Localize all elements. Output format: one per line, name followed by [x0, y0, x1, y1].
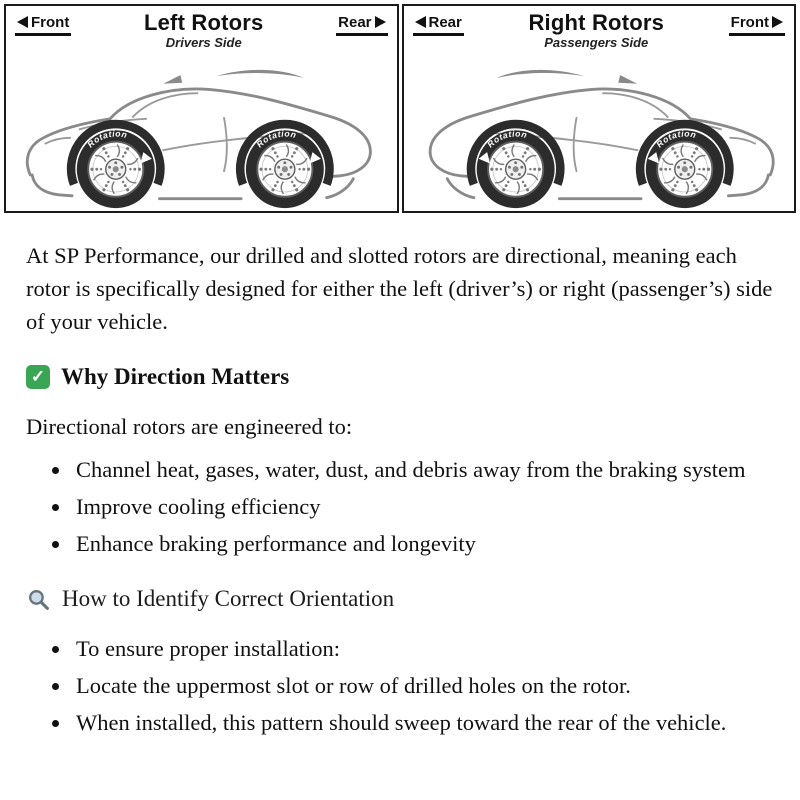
section-heading-identify-orientation — [26, 582, 774, 616]
list-item: • Improve cooling efficiency — [72, 490, 774, 523]
arrow-left-icon — [415, 16, 426, 28]
orientation-list — [26, 632, 774, 739]
rear-direction-label — [413, 13, 464, 36]
list-item: • Channel heat, gases, water, dust, and debris away from the braking system — [72, 453, 774, 486]
panel-title: Left Rotors — [143, 10, 264, 35]
arrow-right-icon — [772, 16, 783, 28]
intro-paragraph: At SP Performance, our drilled and slotted rotors are directional, meaning each rotor is specifically designed for either the left (driver’s) or right (passenger’s) side of your vehicle. — [26, 243, 773, 335]
rotor-direction-diagram — [4, 4, 796, 213]
panel-right-rotors — [402, 4, 797, 213]
panel-left-titles — [144, 10, 264, 50]
list-item: • Locate the uppermost slot or row of drilled holes on the rotor. — [72, 669, 774, 702]
rotation-label: Rotation — [85, 128, 129, 150]
panel-right-titles — [528, 10, 664, 50]
rear-direction-label — [336, 13, 387, 36]
direction-text: Rear — [338, 13, 372, 31]
benefits-list — [26, 453, 774, 560]
panel-right-header — [404, 6, 795, 59]
section-title-text: Why Direction Matters — [61, 364, 290, 390]
list-item: • To ensure proper installation: — [72, 632, 774, 665]
rotation-label: Rotation — [653, 128, 698, 150]
panel-title: Right Rotors — [528, 10, 665, 35]
panel-subtitle: Passengers Side — [544, 35, 649, 50]
list-item: • When installed, this pattern should sweep toward the rear of the vehicle. — [72, 706, 774, 739]
magnifier-icon — [26, 587, 51, 612]
rotation-label: Rotation — [254, 128, 298, 150]
article — [0, 221, 800, 777]
panel-left-rotors — [4, 4, 399, 213]
section-title-text: How to Identify Correct Orientation — [62, 586, 395, 612]
front-direction-label — [15, 13, 71, 36]
panel-subtitle: Drivers Side — [165, 35, 242, 50]
arrow-left-icon — [17, 16, 28, 28]
direction-text: Rear — [428, 13, 462, 31]
section-lead: Directional rotors are engineered to: — [26, 413, 353, 439]
rotation-label: Rotation — [484, 128, 528, 150]
car-illustration-drivers-side — [6, 59, 397, 211]
direction-text: Front — [730, 13, 769, 31]
section-heading-why-direction-matters — [26, 360, 774, 394]
front-direction-label — [729, 13, 785, 36]
panel-left-header — [6, 6, 397, 59]
check-icon: ✓ — [26, 365, 50, 389]
car-illustration-passengers-side — [404, 59, 795, 211]
arrow-right-icon — [375, 16, 386, 28]
list-item: • Enhance braking performance and longevity — [72, 527, 774, 560]
direction-text: Front — [31, 13, 70, 31]
